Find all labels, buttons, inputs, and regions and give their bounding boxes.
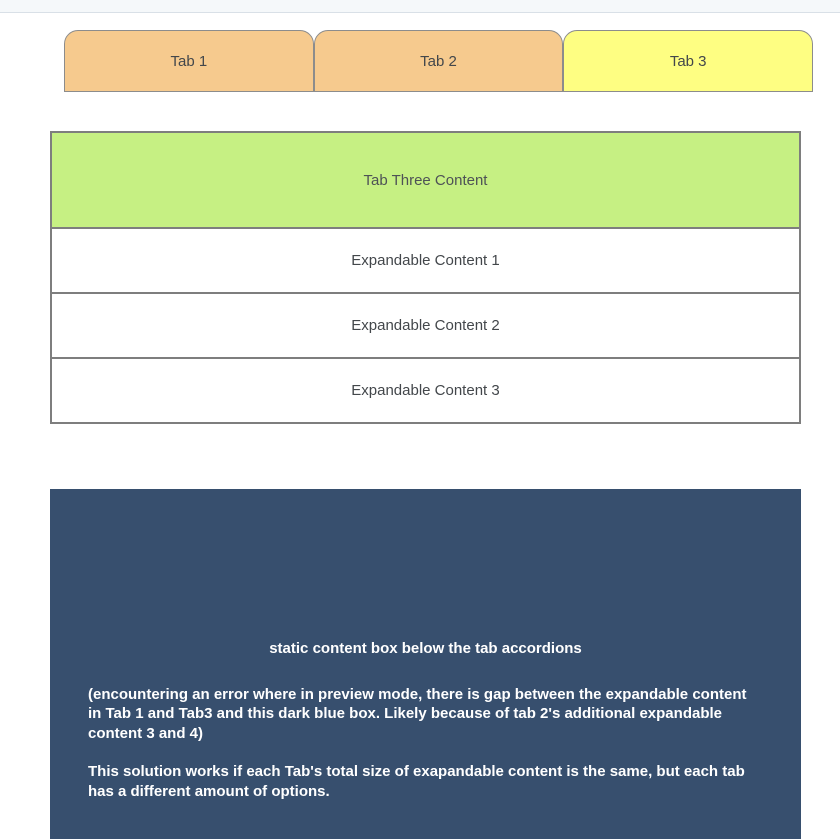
static-box-paragraph-2: This solution works if each Tab's total size of exapandable content is the same, but each tab has a different amount of options. xyxy=(88,763,745,800)
tab-1[interactable] xyxy=(64,30,314,92)
accordion-item-2[interactable] xyxy=(50,294,801,359)
tab-1-label: Tab 1 xyxy=(170,52,208,70)
accordion-item-1-label: Expandable Content 1 xyxy=(351,252,500,269)
static-box-paragraph-1: (encountering an error where in preview mode, there is gap between the expandable content in Tab 1 and Tab3 and this dark blue box. Likely because of tab 2's additional expandable content 3 and 4) xyxy=(88,685,747,742)
tab-3-label: Tab 3 xyxy=(669,52,707,70)
tab-content-header-label: Tab Three Content xyxy=(363,171,488,189)
tab-content-header xyxy=(50,131,801,229)
tab-2-label: Tab 2 xyxy=(420,52,457,70)
accordion-item-3[interactable] xyxy=(50,359,801,424)
tab-3[interactable] xyxy=(563,30,813,92)
accordion-item-3-label: Expandable Content 3 xyxy=(351,382,500,399)
accordion-item-1[interactable] xyxy=(50,229,801,294)
tab-content-panel xyxy=(50,131,801,424)
static-content-box xyxy=(50,489,801,839)
static-box-heading: static content box below the tab accordions xyxy=(269,640,582,657)
accordion-item-2-label: Expandable Content 2 xyxy=(351,317,500,334)
tab-bar xyxy=(64,30,813,92)
top-border-strip xyxy=(0,0,840,13)
tab-2[interactable] xyxy=(314,30,564,92)
